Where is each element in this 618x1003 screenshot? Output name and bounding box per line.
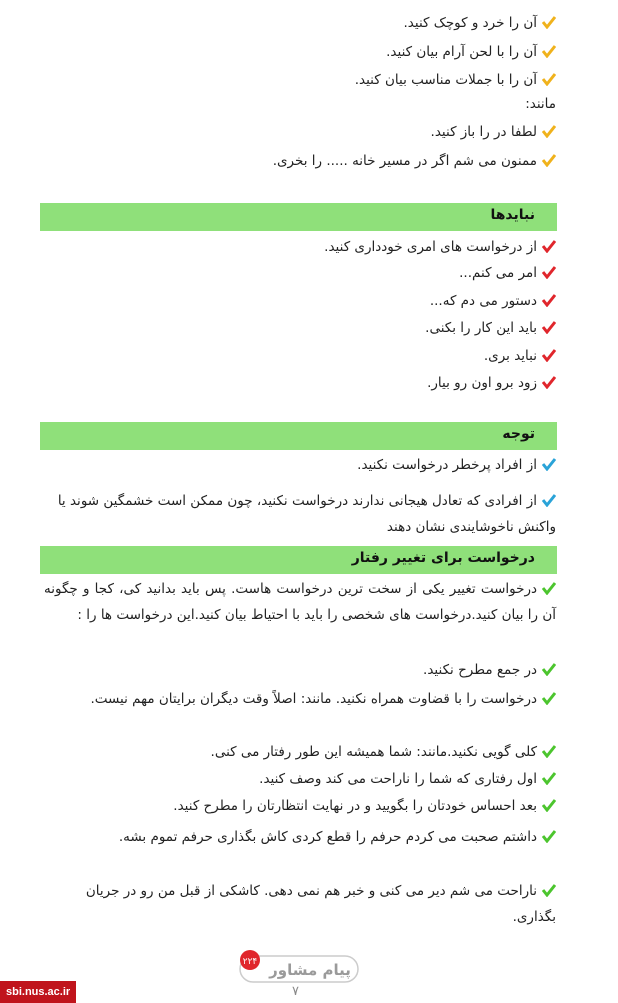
check-icon	[542, 493, 556, 507]
list-item: آن را با جملات مناسب بیان کنید.	[355, 70, 556, 90]
check-icon	[542, 662, 556, 676]
check-icon	[542, 829, 556, 843]
list-item: از افراد پرخطر درخواست نکنید.	[357, 455, 556, 475]
check-icon	[542, 72, 556, 86]
check-icon	[542, 239, 556, 253]
list-item: نباید بری.	[484, 346, 556, 366]
check-icon	[542, 691, 556, 705]
list-item: داشتم صحبت می کردم حرفم را قطع کردی کاش بگذاری حرفم تموم بشه.	[44, 824, 556, 850]
svg-text:پیام مشاور: پیام مشاور	[269, 961, 351, 979]
list-item: اول رفتاری که شما را ناراحت می کند وصف کنید.	[259, 769, 556, 789]
svg-text:۲۲۴: ۲۲۴	[242, 957, 258, 967]
section-heading: توجه	[40, 422, 557, 450]
list-item: باید این کار را بکنی.	[425, 318, 556, 338]
check-icon	[542, 375, 556, 389]
check-icon	[542, 457, 556, 471]
watermark: sbi.nus.ac.ir	[0, 981, 76, 1003]
check-icon	[542, 265, 556, 279]
check-icon	[542, 44, 556, 58]
section-heading: درخواست برای تغییر رفتار	[40, 546, 557, 574]
list-item: آن را با لحن آرام بیان کنید.	[386, 42, 556, 62]
check-icon	[542, 744, 556, 758]
check-icon	[542, 124, 556, 138]
check-icon	[542, 320, 556, 334]
list-item: از درخواست های امری خودداری کنید.	[324, 237, 556, 257]
list-item: ممنون می شم اگر در مسیر خانه ..... را بخری.	[273, 151, 556, 171]
list-item: آن را خرد و کوچک کنید.	[404, 13, 557, 33]
list-item: دستور می دم که...	[430, 291, 556, 311]
list-item: درخواست را با قضاوت همراه نکنید. مانند: اصلاً وقت دیگران برایتان مهم نیست.	[44, 686, 556, 712]
check-icon	[542, 771, 556, 785]
list-item: در جمع مطرح نکنید.	[423, 660, 556, 680]
check-icon	[542, 153, 556, 167]
check-icon	[542, 883, 556, 897]
list-item: لطفا در را باز کنید.	[431, 122, 556, 142]
section-heading: نبایدها	[40, 203, 557, 231]
check-icon	[542, 798, 556, 812]
list-item: از افرادی که تعادل هیجانی ندارند درخواست نکنید، چون ممکن است خشمگین شوند یا واکنش ناخوشایندی نشان دهند	[57, 493, 556, 535]
list-item: بعد احساس خودتان را بگویید و در نهایت انتظارتان را مطرح کنید.	[173, 796, 556, 816]
check-icon	[542, 293, 556, 307]
check-icon	[542, 348, 556, 362]
example-label: مانند:	[525, 96, 556, 112]
brand-logo	[234, 948, 362, 986]
list-item: کلی گویی نکنید.مانند: شما همیشه این طور رفتار می کنی.	[211, 742, 556, 762]
check-icon	[542, 581, 556, 595]
list-item: زود برو اون رو بیار.	[427, 373, 556, 393]
list-item: ناراحت می شم دیر می کنی و خبر هم نمی دهی. کاشکی از قبل من رو در جریان بگذاری.	[85, 883, 556, 925]
list-item: امر می کنم...	[459, 263, 556, 283]
check-icon	[542, 15, 556, 29]
list-item: درخواست تغییر یکی از سخت ترین درخواست هاست. پس باید بدانید کی، کجا و چگونه آن را بیان کنید.درخواست های شخصی را باید با احتیاط بیان کنید.این درخواست ها را :	[44, 581, 556, 623]
page-number: ۷	[292, 984, 299, 999]
